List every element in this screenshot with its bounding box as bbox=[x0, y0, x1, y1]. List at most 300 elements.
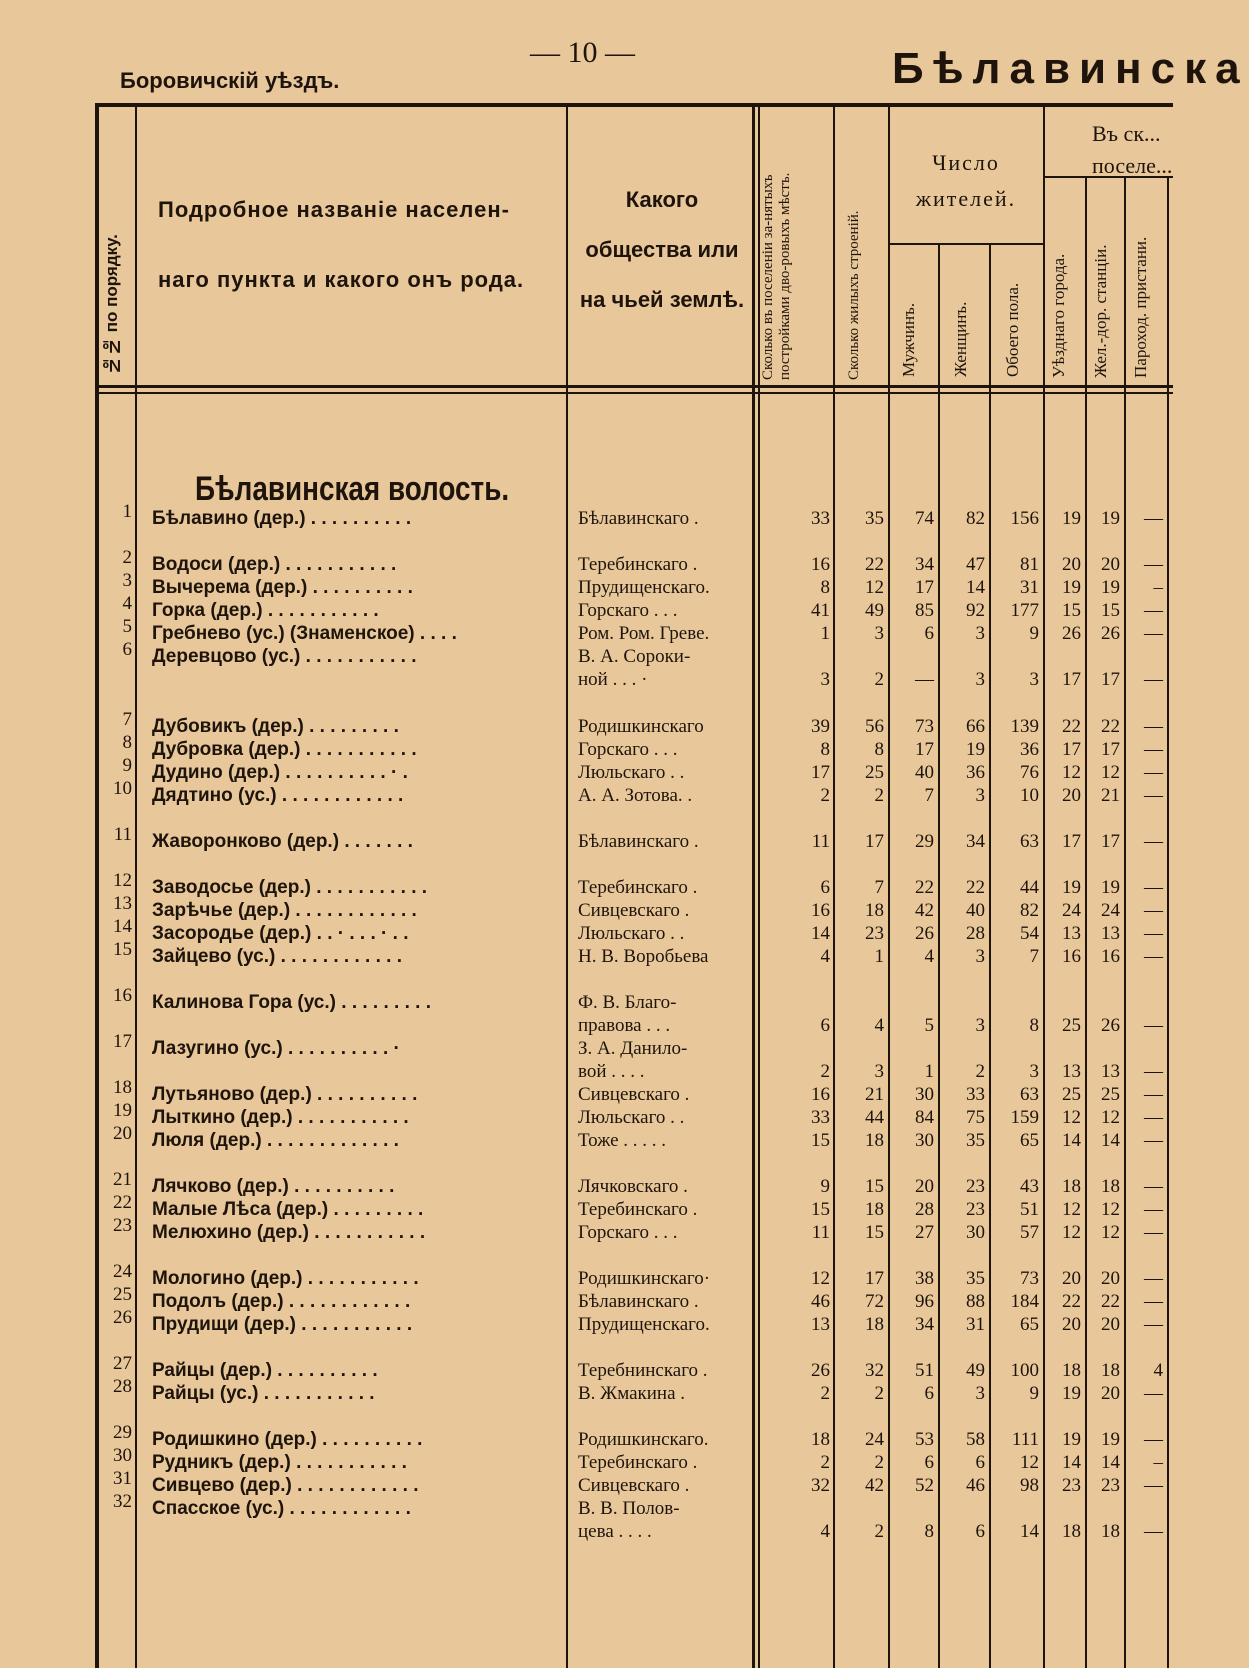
town-distance-cell: 23 bbox=[1062, 1475, 1081, 1496]
row-number: 15 bbox=[113, 939, 132, 960]
women-cell: 92 bbox=[966, 600, 985, 621]
rail-distance-cell: 17 bbox=[1101, 739, 1120, 760]
rail-distance-cell: 24 bbox=[1101, 900, 1120, 921]
society-cell-cont: цева . . . . bbox=[578, 1521, 652, 1542]
town-distance-cell: 20 bbox=[1062, 785, 1081, 806]
total-cell: 54 bbox=[1020, 923, 1039, 944]
plots-cell: 6 bbox=[820, 877, 830, 898]
women-cell: 3 bbox=[975, 946, 985, 967]
rail-distance-cell: 18 bbox=[1101, 1360, 1120, 1381]
town-distance-cell: 14 bbox=[1062, 1130, 1081, 1151]
buildings-cell: 24 bbox=[865, 1429, 884, 1450]
buildings-cell: 4 bbox=[874, 1015, 884, 1036]
total-cell: 82 bbox=[1020, 900, 1039, 921]
men-cell: 6 bbox=[924, 623, 934, 644]
pier-distance-cell: — bbox=[1144, 669, 1163, 690]
row-number: 20 bbox=[113, 1123, 132, 1144]
women-cell: 28 bbox=[966, 923, 985, 944]
place-name: Дубровка (дер.) . . . . . . . . . . . bbox=[152, 739, 417, 760]
buildings-cell: 15 bbox=[865, 1176, 884, 1197]
rail-distance-cell: 19 bbox=[1101, 508, 1120, 529]
women-cell: 3 bbox=[975, 1015, 985, 1036]
row-number: 9 bbox=[122, 755, 132, 776]
women-cell: 49 bbox=[966, 1360, 985, 1381]
women-cell: 23 bbox=[966, 1176, 985, 1197]
town-distance-cell: 19 bbox=[1062, 577, 1081, 598]
pier-distance-cell: — bbox=[1144, 716, 1163, 737]
society-cell: В. А. Сороки- bbox=[578, 646, 691, 667]
plots-cell: 12 bbox=[811, 1268, 830, 1289]
buildings-cell: 56 bbox=[865, 716, 884, 737]
pier-distance-cell: 4 bbox=[1153, 1360, 1163, 1381]
place-name: Малые Лѣса (дер.) . . . . . . . . . bbox=[152, 1199, 424, 1220]
men-cell: 28 bbox=[915, 1199, 934, 1220]
buildings-cell: 7 bbox=[874, 877, 884, 898]
town-distance-cell: 20 bbox=[1062, 554, 1081, 575]
plots-cell: 14 bbox=[811, 923, 830, 944]
women-cell: 66 bbox=[966, 716, 985, 737]
town-distance-cell: 12 bbox=[1062, 762, 1081, 783]
buildings-cell: 25 bbox=[865, 762, 884, 783]
total-cell: 63 bbox=[1020, 831, 1039, 852]
rail-distance-cell: 26 bbox=[1101, 1015, 1120, 1036]
rail-distance-cell: 19 bbox=[1101, 577, 1120, 598]
total-cell: 139 bbox=[1010, 716, 1039, 737]
men-cell: 17 bbox=[915, 739, 934, 760]
col-header-men: Мужчинъ. bbox=[899, 302, 918, 377]
place-name: Подолъ (дер.) . . . . . . . . . . . . bbox=[152, 1291, 411, 1312]
row-number: 8 bbox=[122, 732, 132, 753]
men-cell: 6 bbox=[924, 1383, 934, 1404]
buildings-cell: 42 bbox=[865, 1475, 884, 1496]
place-name: Рудникъ (дер.) . . . . . . . . . . . bbox=[152, 1452, 407, 1473]
place-name: Дудино (дер.) . . . . . . . . . . · . bbox=[152, 762, 408, 783]
total-cell: 100 bbox=[1010, 1360, 1039, 1381]
pier-distance-cell: — bbox=[1144, 762, 1163, 783]
plots-cell: 16 bbox=[811, 900, 830, 921]
plots-cell: 15 bbox=[811, 1199, 830, 1220]
buildings-cell: 17 bbox=[865, 831, 884, 852]
rail-distance-cell: 18 bbox=[1101, 1176, 1120, 1197]
col-header-pier: Пароход. пристани. bbox=[1131, 236, 1150, 378]
total-cell: 12 bbox=[1020, 1452, 1039, 1473]
place-name: Райцы (дер.) . . . . . . . . . . bbox=[152, 1360, 378, 1381]
society-cell: Бѣлавинскаго . bbox=[578, 831, 699, 852]
town-distance-cell: 14 bbox=[1062, 1452, 1081, 1473]
pier-distance-cell: — bbox=[1144, 1061, 1163, 1082]
buildings-cell: 72 bbox=[865, 1291, 884, 1312]
row-number: 12 bbox=[113, 870, 132, 891]
plots-cell: 11 bbox=[811, 1222, 830, 1243]
pier-distance-cell: — bbox=[1144, 1084, 1163, 1105]
place-name: Лутьяново (дер.) . . . . . . . . . . bbox=[152, 1084, 418, 1105]
pier-distance-cell: — bbox=[1144, 739, 1163, 760]
society-cell: Н. В. Воробьева bbox=[578, 946, 709, 967]
col-header-buildings: Сколько жилыхъ строеній. bbox=[846, 210, 862, 380]
place-name: Лыткино (дер.) . . . . . . . . . . . bbox=[152, 1107, 409, 1128]
buildings-cell: 18 bbox=[865, 1199, 884, 1220]
plots-cell: 33 bbox=[811, 1107, 830, 1128]
place-name: Деревцово (ус.) . . . . . . . . . . . bbox=[152, 646, 417, 667]
women-cell: 14 bbox=[966, 577, 985, 598]
women-cell: 58 bbox=[966, 1429, 985, 1450]
town-distance-cell: 15 bbox=[1062, 600, 1081, 621]
buildings-cell: 8 bbox=[874, 739, 884, 760]
pier-distance-cell: — bbox=[1144, 1107, 1163, 1128]
col-header-total: Обоего пола. bbox=[1003, 282, 1022, 377]
women-cell: 75 bbox=[966, 1107, 985, 1128]
total-cell: 51 bbox=[1020, 1199, 1039, 1220]
total-cell: 159 bbox=[1010, 1107, 1039, 1128]
rail-distance-cell: 22 bbox=[1101, 716, 1120, 737]
top-rule bbox=[95, 103, 1173, 107]
women-cell: 47 bbox=[966, 554, 985, 575]
men-cell: 96 bbox=[915, 1291, 934, 1312]
men-cell: 84 bbox=[915, 1107, 934, 1128]
society-cell: Родишкинскаго bbox=[578, 716, 704, 737]
society-cell: Горскаго . . . bbox=[578, 739, 678, 760]
town-distance-cell: 12 bbox=[1062, 1107, 1081, 1128]
plots-cell: 3 bbox=[820, 669, 830, 690]
place-name: Дубовикъ (дер.) . . . . . . . . . bbox=[152, 716, 399, 737]
col-header-rail: Жел.-дор. станціи. bbox=[1091, 244, 1110, 378]
men-cell: 53 bbox=[915, 1429, 934, 1450]
pier-distance-cell: — bbox=[1144, 508, 1163, 529]
women-cell: 30 bbox=[966, 1222, 985, 1243]
plots-cell: 13 bbox=[811, 1314, 830, 1335]
women-cell: 88 bbox=[966, 1291, 985, 1312]
plots-cell: 26 bbox=[811, 1360, 830, 1381]
rail-distance-cell: 20 bbox=[1101, 554, 1120, 575]
society-cell: Теребнинскаго . bbox=[578, 1360, 708, 1381]
men-cell: 34 bbox=[915, 1314, 934, 1335]
rail-distance-cell: 23 bbox=[1101, 1475, 1120, 1496]
plots-cell: 1 bbox=[820, 623, 830, 644]
buildings-cell: 2 bbox=[874, 1383, 884, 1404]
society-cell: Сивцевскаго . bbox=[578, 1475, 690, 1496]
men-cell: 51 bbox=[915, 1360, 934, 1381]
rail-distance-cell: 19 bbox=[1101, 1429, 1120, 1450]
plots-cell: 17 bbox=[811, 762, 830, 783]
society-cell: Теребинскаго . bbox=[578, 554, 698, 575]
place-name: Водоси (дер.) . . . . . . . . . . . bbox=[152, 554, 397, 575]
total-cell: 111 bbox=[1011, 1429, 1039, 1450]
col-header-town: Уѣзднаго города. bbox=[1049, 253, 1068, 378]
pier-distance-cell: — bbox=[1144, 1176, 1163, 1197]
men-cell: 73 bbox=[915, 716, 934, 737]
col-divider-society bbox=[752, 107, 755, 1668]
men-cell: 40 bbox=[915, 762, 934, 783]
row-number: 13 bbox=[113, 893, 132, 914]
society-cell: А. А. Зотова. . bbox=[578, 785, 693, 806]
society-cell: Лячковскаго . bbox=[578, 1176, 688, 1197]
place-name: Лячково (дер.) . . . . . . . . . . bbox=[152, 1176, 395, 1197]
row-number: 28 bbox=[113, 1376, 132, 1397]
total-cell: 73 bbox=[1020, 1268, 1039, 1289]
district-title: Боровичскій уѣздъ. bbox=[120, 68, 340, 93]
total-cell: 3 bbox=[1029, 669, 1039, 690]
row-number: 18 bbox=[113, 1077, 132, 1098]
pier-distance-cell: — bbox=[1144, 1222, 1163, 1243]
women-cell: 33 bbox=[966, 1084, 985, 1105]
col-header-name: Подробное названіе населен-наго пункта и какого онъ рода. bbox=[158, 197, 525, 292]
buildings-cell: 2 bbox=[874, 1452, 884, 1473]
rail-distance-cell: 26 bbox=[1101, 623, 1120, 644]
row-number: 25 bbox=[113, 1284, 132, 1305]
plots-cell: 11 bbox=[811, 831, 830, 852]
place-name: Спасское (ус.) . . . . . . . . . . . . bbox=[152, 1498, 411, 1519]
rail-distance-cell: 22 bbox=[1101, 1291, 1120, 1312]
women-cell: 22 bbox=[966, 877, 985, 898]
women-cell: 35 bbox=[966, 1268, 985, 1289]
pier-distance-cell: — bbox=[1144, 1291, 1163, 1312]
men-cell: 17 bbox=[915, 577, 934, 598]
row-number: 16 bbox=[113, 985, 132, 1006]
women-cell: 82 bbox=[966, 508, 985, 529]
plots-cell: 16 bbox=[811, 554, 830, 575]
plots-cell: 2 bbox=[820, 1061, 830, 1082]
row-number: 5 bbox=[122, 616, 132, 637]
rail-distance-cell: 16 bbox=[1101, 946, 1120, 967]
pier-distance-cell: — bbox=[1144, 554, 1163, 575]
rail-distance-cell: 25 bbox=[1101, 1084, 1120, 1105]
buildings-cell: 49 bbox=[865, 600, 884, 621]
men-cell: 8 bbox=[924, 1521, 934, 1542]
col-header-plots: Сколько въ поселеніи за-нятыхъ постройками дво-ровыхъ мѣстъ. bbox=[760, 172, 793, 380]
men-cell: 38 bbox=[915, 1268, 934, 1289]
pier-distance-cell: – bbox=[1153, 1452, 1163, 1473]
plots-cell: 8 bbox=[820, 577, 830, 598]
row-number: 4 bbox=[122, 593, 132, 614]
women-cell: 6 bbox=[975, 1452, 985, 1473]
society-cell: Сивцевскаго . bbox=[578, 900, 690, 921]
row-number: 17 bbox=[113, 1031, 132, 1052]
place-name: Зарѣчье (дер.) . . . . . . . . . . . . bbox=[152, 900, 417, 921]
place-name: Вычерема (дер.) . . . . . . . . . . bbox=[152, 577, 413, 598]
buildings-cell: 44 bbox=[865, 1107, 884, 1128]
plots-cell: 18 bbox=[811, 1429, 830, 1450]
rail-distance-cell: 12 bbox=[1101, 1107, 1120, 1128]
society-cell-cont: вой . . . . bbox=[578, 1061, 645, 1082]
women-cell: 35 bbox=[966, 1130, 985, 1151]
women-cell: 3 bbox=[975, 669, 985, 690]
total-cell: 14 bbox=[1020, 1521, 1039, 1542]
town-distance-cell: 22 bbox=[1062, 716, 1081, 737]
row-number: 7 bbox=[122, 709, 132, 730]
rail-distance-cell: 21 bbox=[1101, 785, 1120, 806]
pier-distance-cell: — bbox=[1144, 1015, 1163, 1036]
town-distance-cell: 20 bbox=[1062, 1314, 1081, 1335]
society-cell: Горскаго . . . bbox=[578, 600, 678, 621]
header-bottom-rule bbox=[95, 385, 1173, 388]
rail-distance-cell: 13 bbox=[1101, 1061, 1120, 1082]
rail-distance-cell: 12 bbox=[1101, 1222, 1120, 1243]
row-number: 19 bbox=[113, 1100, 132, 1121]
pier-distance-cell: — bbox=[1144, 1268, 1163, 1289]
section-title: Бѣлавинская волость. bbox=[195, 470, 510, 508]
plots-cell: 41 bbox=[811, 600, 830, 621]
society-cell: Бѣлавинскаго . bbox=[578, 508, 699, 529]
pier-distance-cell: — bbox=[1144, 623, 1163, 644]
plots-cell: 9 bbox=[820, 1176, 830, 1197]
town-distance-cell: 13 bbox=[1062, 1061, 1081, 1082]
buildings-cell: 2 bbox=[874, 669, 884, 690]
women-cell: 23 bbox=[966, 1199, 985, 1220]
total-cell: 44 bbox=[1020, 877, 1039, 898]
town-distance-cell: 12 bbox=[1062, 1199, 1081, 1220]
town-distance-cell: 25 bbox=[1062, 1015, 1081, 1036]
society-cell: Прудищенскаго. bbox=[578, 1314, 710, 1335]
men-cell: 5 bbox=[924, 1015, 934, 1036]
plots-cell: 8 bbox=[820, 739, 830, 760]
society-cell: Теребинскаго . bbox=[578, 1452, 698, 1473]
place-name: Заводосье (дер.) . . . . . . . . . . . bbox=[152, 877, 428, 898]
society-cell: Сивцевскаго . bbox=[578, 1084, 690, 1105]
row-number: 14 bbox=[113, 916, 132, 937]
row-number: 1 bbox=[122, 501, 132, 522]
plots-cell: 4 bbox=[820, 1521, 830, 1542]
total-cell: 43 bbox=[1020, 1176, 1039, 1197]
buildings-cell: 3 bbox=[874, 1061, 884, 1082]
rail-distance-cell: 14 bbox=[1101, 1130, 1120, 1151]
row-number: 31 bbox=[113, 1468, 132, 1489]
town-distance-cell: 16 bbox=[1062, 946, 1081, 967]
place-name: Горка (дер.) . . . . . . . . . . . bbox=[152, 600, 379, 621]
total-cell: 156 bbox=[1010, 508, 1039, 529]
women-cell: 34 bbox=[966, 831, 985, 852]
plots-cell: 2 bbox=[820, 785, 830, 806]
women-cell: 3 bbox=[975, 1383, 985, 1404]
col-divider-num bbox=[135, 107, 137, 1668]
plots-cell: 2 bbox=[820, 1383, 830, 1404]
pier-distance-cell: — bbox=[1144, 600, 1163, 621]
row-number: 29 bbox=[113, 1422, 132, 1443]
society-cell: Горскаго . . . bbox=[578, 1222, 678, 1243]
place-name: Родишкино (дер.) . . . . . . . . . . bbox=[152, 1429, 423, 1450]
women-cell: 3 bbox=[975, 785, 985, 806]
total-cell: 3 bbox=[1029, 1061, 1039, 1082]
town-distance-cell: 26 bbox=[1062, 623, 1081, 644]
pier-distance-cell: — bbox=[1144, 1383, 1163, 1404]
place-name: Прудищи (дер.) . . . . . . . . . . . bbox=[152, 1314, 413, 1335]
col-divider-name bbox=[566, 107, 568, 1668]
row-number: 32 bbox=[113, 1491, 132, 1512]
total-cell: 31 bbox=[1020, 577, 1039, 598]
total-cell: 9 bbox=[1029, 1383, 1039, 1404]
rail-distance-cell: 20 bbox=[1101, 1383, 1120, 1404]
place-name: Гребнево (ус.) (Знаменское) . . . . bbox=[152, 623, 457, 644]
town-distance-cell: 19 bbox=[1062, 877, 1081, 898]
place-name: Лазугино (ус.) . . . . . . . . . . · bbox=[152, 1038, 400, 1059]
plots-cell: 39 bbox=[811, 716, 830, 737]
society-cell: Люльскаго . . bbox=[578, 1107, 685, 1128]
pier-distance-cell: — bbox=[1144, 946, 1163, 967]
col-header-women: Женщинъ. bbox=[951, 301, 970, 377]
town-distance-cell: 17 bbox=[1062, 739, 1081, 760]
town-distance-cell: 19 bbox=[1062, 1429, 1081, 1450]
pier-distance-cell: — bbox=[1144, 1521, 1163, 1542]
page-number: — 10 — bbox=[530, 36, 635, 69]
society-cell: Ф. В. Благо- bbox=[578, 992, 677, 1013]
rail-distance-cell: 12 bbox=[1101, 762, 1120, 783]
row-number: 21 bbox=[113, 1169, 132, 1190]
pier-distance-cell: — bbox=[1144, 900, 1163, 921]
rail-distance-cell: 18 bbox=[1101, 1521, 1120, 1542]
society-cell: Родишкинскаго· bbox=[578, 1268, 711, 1289]
place-name: Жаворонково (дер.) . . . . . . . bbox=[152, 831, 413, 852]
men-cell: 22 bbox=[915, 877, 934, 898]
col-header-inhabitants: Число жителей. bbox=[915, 150, 1017, 211]
row-number: 10 bbox=[113, 778, 132, 799]
buildings-cell: 32 bbox=[865, 1360, 884, 1381]
buildings-cell: 1 bbox=[874, 946, 884, 967]
rail-distance-cell: 17 bbox=[1101, 831, 1120, 852]
total-cell: 57 bbox=[1020, 1222, 1039, 1243]
buildings-cell: 18 bbox=[865, 1130, 884, 1151]
row-number: 30 bbox=[113, 1445, 132, 1466]
pier-distance-cell: — bbox=[1144, 1130, 1163, 1151]
men-cell: 42 bbox=[915, 900, 934, 921]
men-cell: 52 bbox=[915, 1475, 934, 1496]
place-name: Сивцево (дер.) . . . . . . . . . . . . bbox=[152, 1475, 419, 1496]
place-name: Дядтино (ус.) . . . . . . . . . . . . bbox=[152, 785, 404, 806]
row-number: 11 bbox=[113, 824, 132, 845]
row-number: 3 bbox=[122, 570, 132, 591]
town-distance-cell: 17 bbox=[1062, 669, 1081, 690]
row-number: 2 bbox=[122, 547, 132, 568]
place-name: Люля (дер.) . . . . . . . . . . . . . bbox=[152, 1130, 399, 1151]
plots-cell: 15 bbox=[811, 1130, 830, 1151]
pier-distance-cell: — bbox=[1144, 1429, 1163, 1450]
pier-distance-cell: — bbox=[1144, 877, 1163, 898]
plots-cell: 33 bbox=[811, 508, 830, 529]
row-number: 6 bbox=[122, 639, 132, 660]
society-cell: Люльскаго . . bbox=[578, 762, 685, 783]
row-number: 23 bbox=[113, 1215, 132, 1236]
col-header-num: №№ по порядку. bbox=[102, 234, 121, 375]
town-distance-cell: 12 bbox=[1062, 1222, 1081, 1243]
town-distance-cell: 24 bbox=[1062, 900, 1081, 921]
society-cell: Тоже . . . . . bbox=[578, 1130, 667, 1151]
total-cell: 7 bbox=[1029, 946, 1039, 967]
women-cell: 6 bbox=[975, 1521, 985, 1542]
place-name: Зайцево (ус.) . . . . . . . . . . . . bbox=[152, 946, 402, 967]
women-cell: 2 bbox=[975, 1061, 985, 1082]
plots-cell: 4 bbox=[820, 946, 830, 967]
pier-distance-cell: — bbox=[1144, 1314, 1163, 1335]
men-cell: 30 bbox=[915, 1130, 934, 1151]
total-cell: 81 bbox=[1020, 554, 1039, 575]
col-header-distance: Въ ск... поселе... bbox=[1092, 121, 1173, 178]
society-cell: Теребинскаго . bbox=[578, 877, 698, 898]
rail-distance-cell: 12 bbox=[1101, 1199, 1120, 1220]
pier-distance-cell: — bbox=[1144, 785, 1163, 806]
society-cell: З. А. Данило- bbox=[578, 1038, 688, 1059]
pier-distance-cell: — bbox=[1144, 923, 1163, 944]
town-distance-cell: 19 bbox=[1062, 508, 1081, 529]
town-distance-cell: 17 bbox=[1062, 831, 1081, 852]
society-cell: Теребинскаго . bbox=[578, 1199, 698, 1220]
row-number: 22 bbox=[113, 1192, 132, 1213]
buildings-cell: 21 bbox=[865, 1084, 884, 1105]
buildings-cell: 2 bbox=[874, 785, 884, 806]
header-bottom-rule-2 bbox=[95, 392, 1173, 394]
rail-distance-cell: 15 bbox=[1101, 600, 1120, 621]
town-distance-cell: 20 bbox=[1062, 1268, 1081, 1289]
total-cell: 98 bbox=[1020, 1475, 1039, 1496]
volost-running-title: Бѣлавинска bbox=[892, 44, 1249, 93]
place-name: Мологино (дер.) . . . . . . . . . . . bbox=[152, 1268, 419, 1289]
